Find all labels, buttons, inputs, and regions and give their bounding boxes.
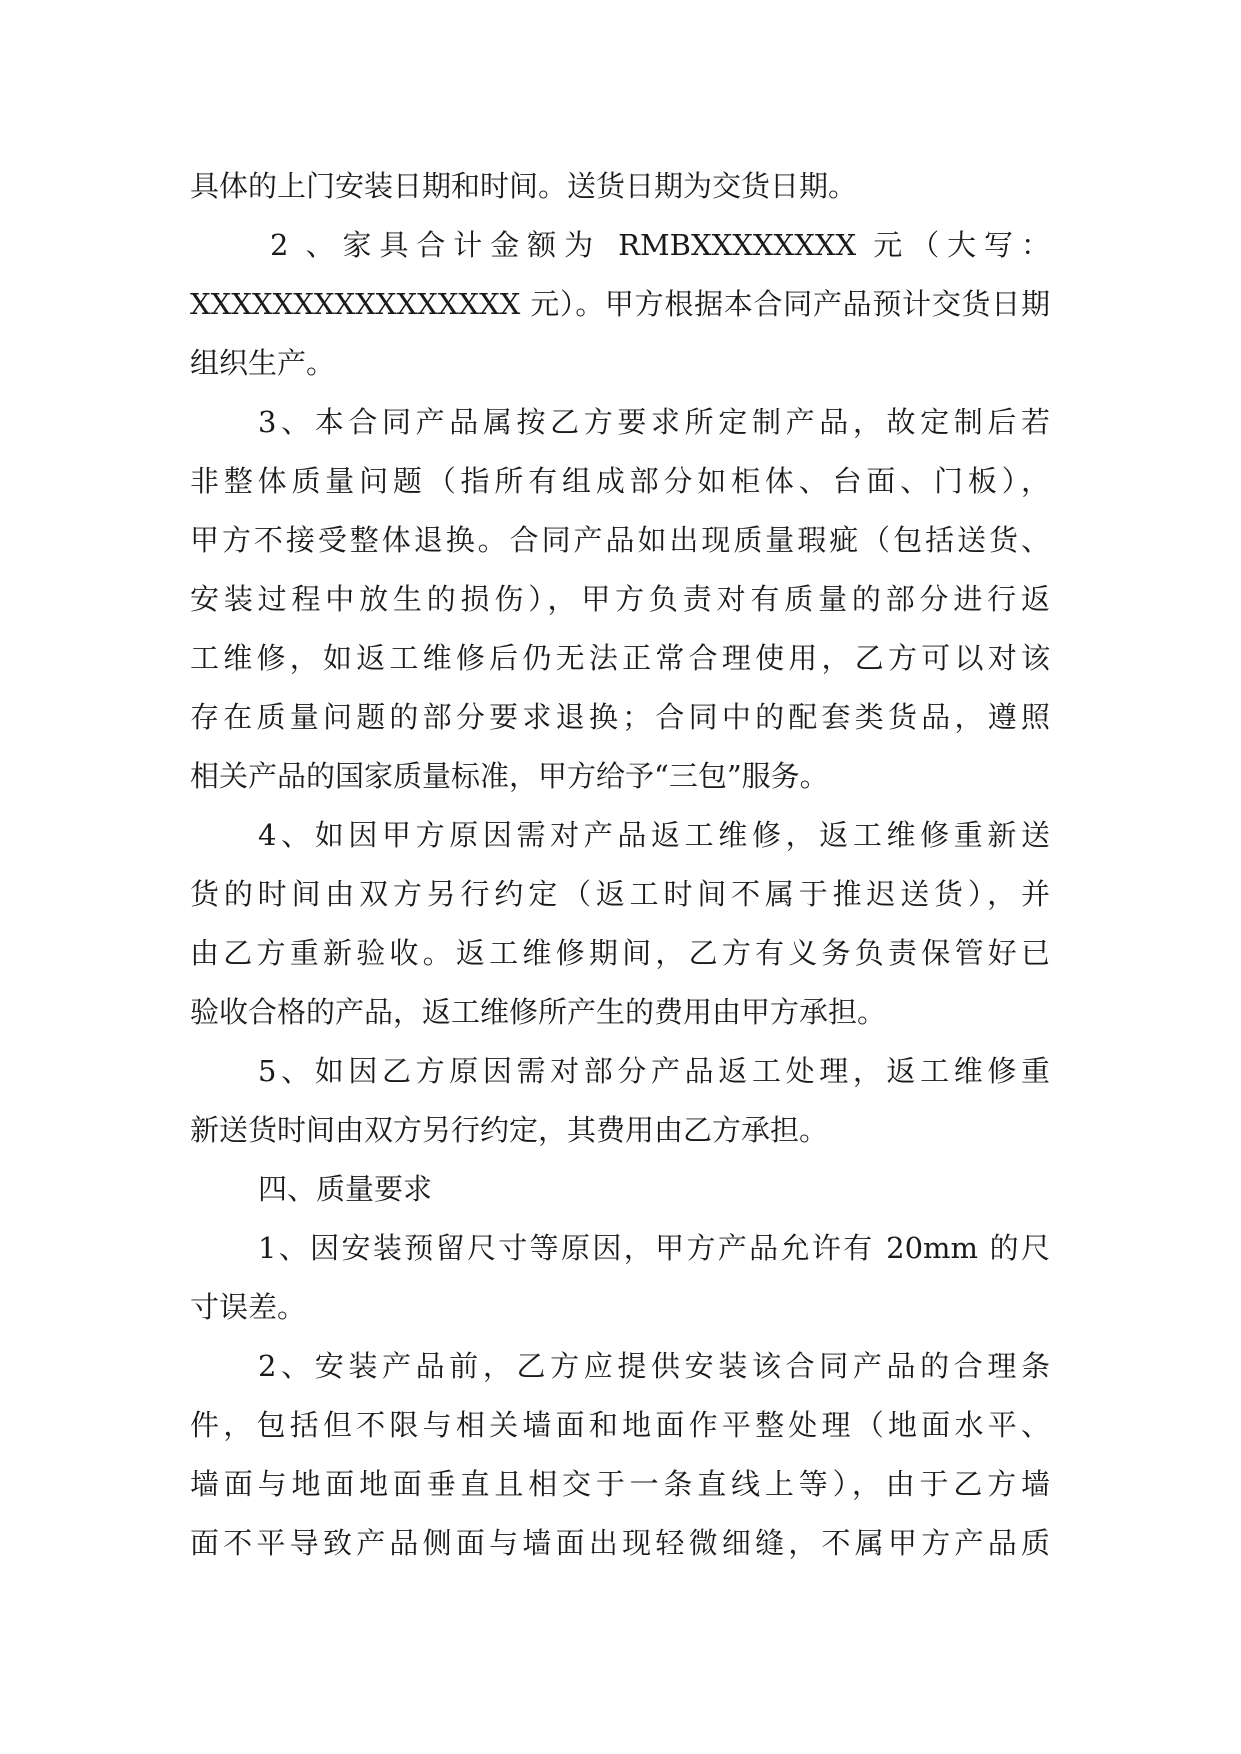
text-line: 新送货时间由双方另行约定，其费用由乙方承担。 xyxy=(190,1113,829,1147)
text-line: 寸误差。 xyxy=(190,1290,307,1324)
text-line: 件，包括但不限与相关墙面和地面作平整处理（地面水平、 xyxy=(190,1408,1050,1442)
text-line: 2、安装产品前，乙方应提供安装该合同产品的合理条 xyxy=(258,1349,1050,1383)
text-line: 验收合格的产品，返工维修所产生的费用由甲方承担。 xyxy=(190,995,887,1029)
text-line: 货的时间由双方另行约定（返工时间不属于推迟送货），并 xyxy=(190,877,1050,911)
text-line: 2 、家具合计金额为 RMBXXXXXXXX 元（大写： xyxy=(270,228,1050,262)
text-line: 面不平导致产品侧面与墙面出现轻微细缝，不属甲方产品质 xyxy=(190,1526,1050,1560)
text-line: 甲方不接受整体退换。合同产品如出现质量瑕疵（包括送货、 xyxy=(190,523,1050,557)
text-line: 由乙方重新验收。返工维修期间，乙方有义务负责保管好已 xyxy=(190,936,1050,970)
text-line: 相关产品的国家质量标准，甲方给予“三包”服务。 xyxy=(190,759,829,793)
text-line: XXXXXXXXXXXXXXXX 元）。甲方根据本合同产品预计交货日期 xyxy=(190,287,1050,321)
text-line: 工维修，如返工维修后仍无法正常合理使用，乙方可以对该 xyxy=(190,641,1050,675)
text-line: 非整体质量问题（指所有组成部分如柜体、台面、门板）， xyxy=(190,464,1050,498)
text-line: 安装过程中放生的损伤），甲方负责对有质量的部分进行返 xyxy=(190,582,1050,616)
text-line: 墙面与地面地面垂直且相交于一条直线上等），由于乙方墙 xyxy=(190,1467,1050,1501)
text-line: 组织生产。 xyxy=(190,346,336,380)
text-line: 5、如因乙方原因需对部分产品返工处理，返工维修重 xyxy=(258,1054,1050,1088)
text-line: 具体的上门安装日期和时间。送货日期为交货日期。 xyxy=(190,169,858,203)
text-line: 1、因安装预留尺寸等原因，甲方产品允许有 20mm 的尺 xyxy=(258,1231,1050,1265)
text-line: 存在质量问题的部分要求退换；合同中的配套类货品，遵照 xyxy=(190,700,1050,734)
text-line: 3、本合同产品属按乙方要求所定制产品，故定制后若 xyxy=(258,405,1050,439)
section-heading: 四、质量要求 xyxy=(258,1172,433,1206)
text-line: 4、如因甲方原因需对产品返工维修，返工维修重新送 xyxy=(258,818,1050,852)
